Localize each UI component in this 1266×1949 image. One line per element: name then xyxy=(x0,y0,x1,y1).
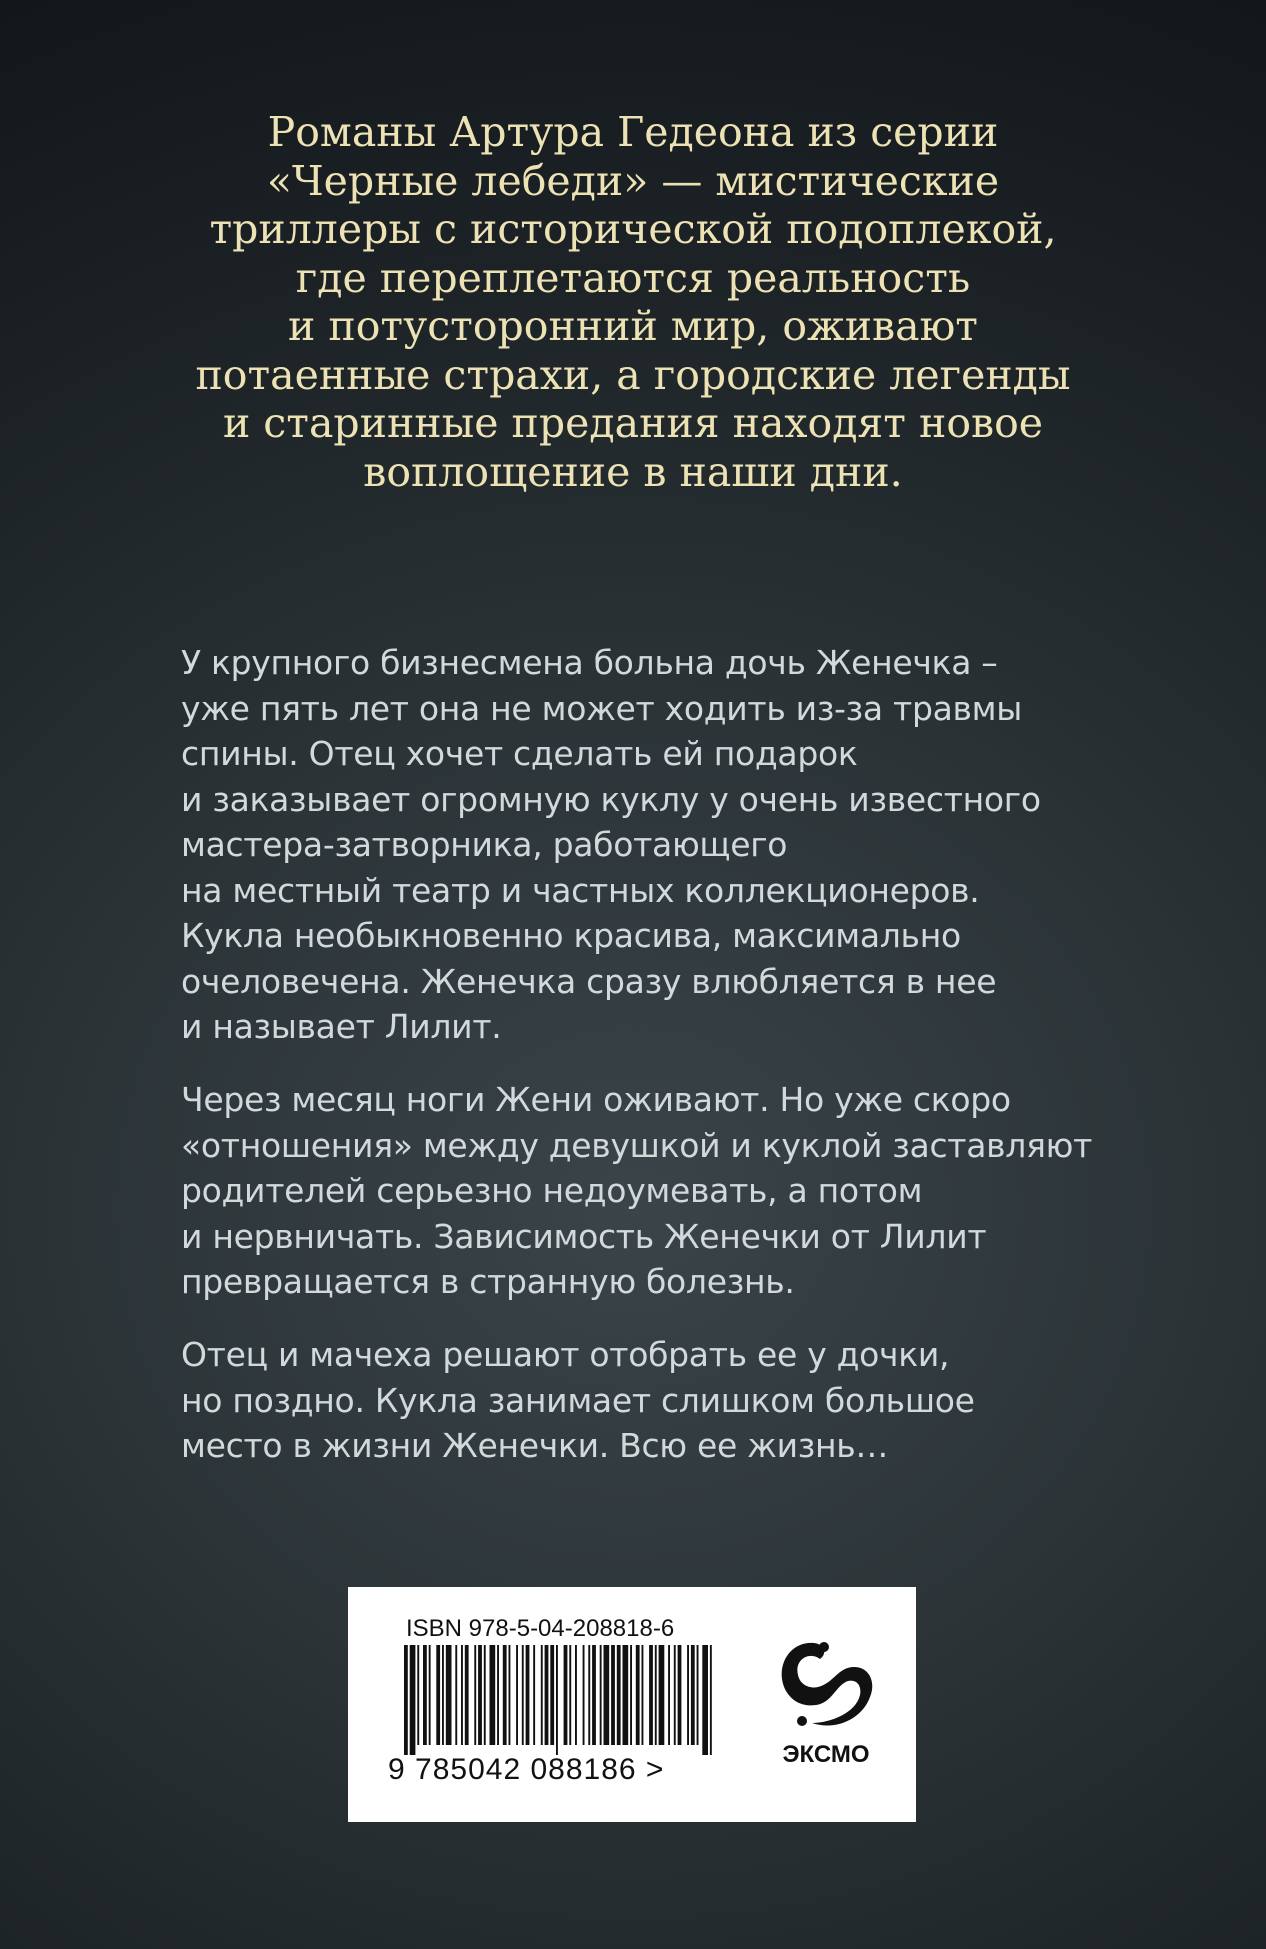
description-line: спины. Отец хочет сделать ей подарок xyxy=(181,734,858,773)
description-line: очеловечена. Женечка сразу влюбляется в нее xyxy=(181,961,997,1001)
isbn-label: ISBN 978-5-04-208818-6 xyxy=(406,1615,675,1642)
description-line: родителей серьезно недоумевать, а потом xyxy=(181,1171,923,1210)
series-intro xyxy=(150,108,1116,496)
description-line: место в жизни Женечки. Всю ее жизнь… xyxy=(181,1426,889,1465)
description-line: превращается в странную болезнь. xyxy=(181,1262,795,1301)
description-line: на местный театр и частных коллекционеров. xyxy=(181,870,980,910)
intro-line: триллеры с исторической подоплекой, xyxy=(209,205,1057,253)
description-paragraph-1 xyxy=(181,640,1041,1050)
description-line: Отец и мачеха решают отобрать ее у дочки, xyxy=(181,1335,950,1374)
intro-line: воплощение в наши дни. xyxy=(363,447,903,496)
intro-line: где переплетаются реальность xyxy=(295,253,971,302)
description-line: «отношения» между девушкой и куклой заставляют xyxy=(181,1125,1093,1165)
intro-line: потаенные страхи, а городские легенды xyxy=(195,350,1071,399)
publisher-name: ЭКСМО xyxy=(782,1741,870,1768)
description-line: мастера-затворника, работающего xyxy=(181,825,788,864)
description-line: но поздно. Кукла занимает слишком большое xyxy=(181,1380,975,1420)
barcode-digits: 9 785042 088186 > xyxy=(388,1753,665,1786)
description-line: Через месяц ноги Жени оживают. Но уже скоро xyxy=(181,1080,1011,1119)
barcode-panel xyxy=(348,1587,916,1822)
intro-line: Романы Артура Гедеона из серии xyxy=(267,108,999,156)
description-paragraph-2 xyxy=(181,1077,1092,1305)
description-paragraph-3 xyxy=(181,1332,975,1469)
barcode-icon xyxy=(404,1645,714,1755)
description-line: и нервничать. Зависимость Женечки от Лилит xyxy=(181,1216,987,1256)
description-line: Кукла необыкновенно красива, максимально xyxy=(181,916,961,955)
intro-line: и потусторонний мир, оживают xyxy=(288,302,978,350)
description-line: уже пять лет она не может ходить из-за травмы xyxy=(181,688,1023,728)
intro-line: «Черные лебеди» — мистические xyxy=(266,156,1000,205)
description-line: У крупного бизнесмена больна дочь Женечка – xyxy=(181,643,998,682)
description-line: и называет Лилит. xyxy=(181,1007,502,1046)
description-line: и заказывает огромную куклу у очень известного xyxy=(181,779,1041,819)
eksmo-logo-icon xyxy=(766,1623,886,1748)
intro-line: и старинные предания находят новое xyxy=(222,399,1044,447)
